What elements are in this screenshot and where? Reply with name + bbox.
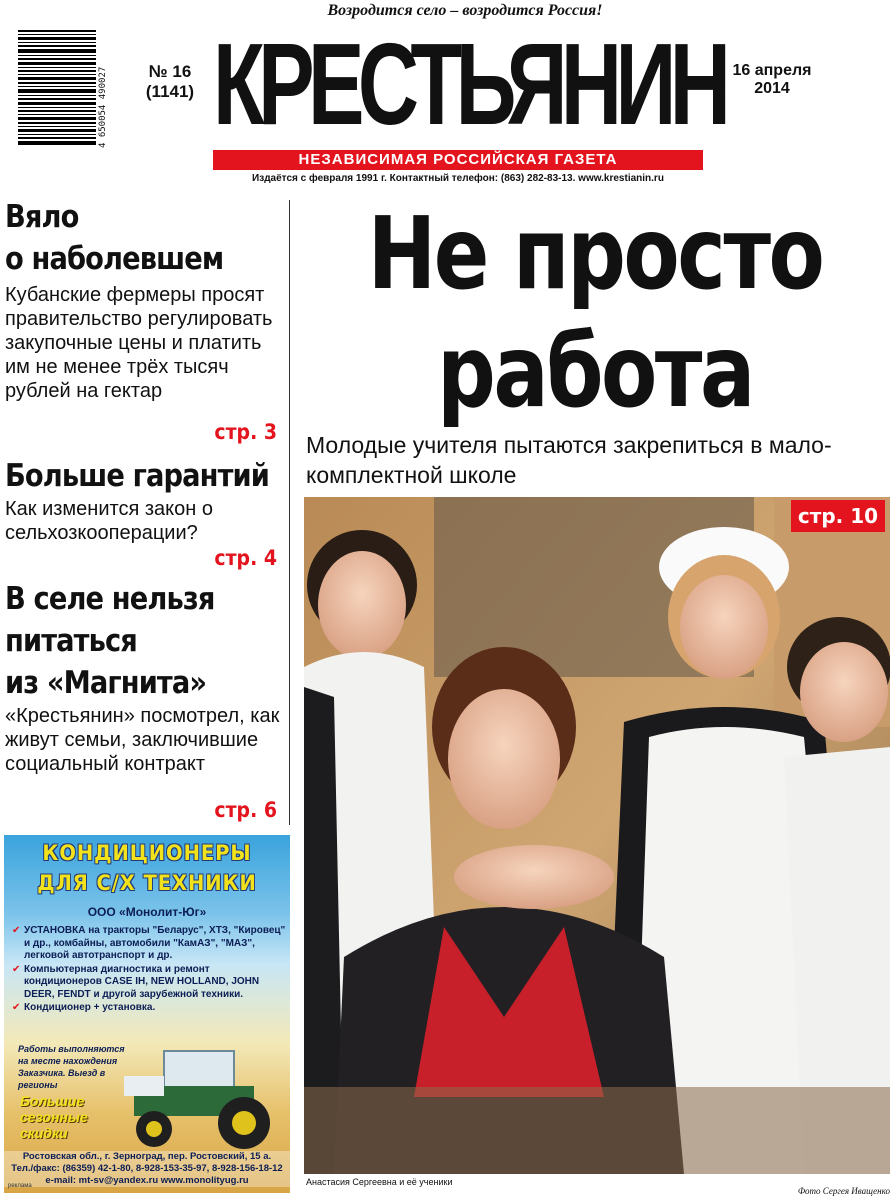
ad-title-line-1: КОНДИЦИОНЕРЫ — [42, 841, 252, 865]
article-2-page-link[interactable]: стр. 4 — [214, 546, 277, 570]
photo-caption: Анастасия Сергеевна и её ученики — [306, 1177, 453, 1187]
barcode — [18, 30, 114, 148]
main-photo-illustration — [304, 497, 890, 1174]
masthead-imprint: Издаётся с февраля 1991 г. Контактный телефон: (863) 282-83-13. www.krestianin.ru — [252, 173, 664, 184]
article-1-headline — [5, 196, 287, 280]
ad-phones: Тел./факс: (86359) 42-1-80, 8-928-153-35-97, 8-928-156-18-12 — [11, 1163, 283, 1174]
issue-date-year: 2014 — [754, 80, 790, 97]
article-3-headline — [5, 578, 287, 704]
main-headline — [353, 195, 837, 431]
main-headline-line: работа — [437, 313, 753, 430]
tractor-icon — [114, 1031, 289, 1151]
article-3-summary: «Крестьянин» посмотрел, как живут семьи, заключившие социальный контракт — [5, 705, 280, 775]
article-2-headline-line: Больше гарантий — [5, 458, 270, 494]
ad-contacts — [4, 1151, 290, 1187]
article-1-summary: Кубанские фермеры просят правительство регулировать закупочные цены и платить им не менее трёх тысяч рублей на гектар — [5, 284, 273, 402]
article-1-page-link[interactable]: стр. 3 — [214, 420, 277, 444]
ad-service-item: ✔ УСТАНОВКА на тракторы "Беларус", ХТЗ, "Кировец" и др., комбайны, автомобили "КамАЗ", "МАЗ", легковой автотранспорт и др. — [12, 925, 287, 963]
article-1-headline-line: о наболевшем — [5, 241, 224, 277]
photo-page-link[interactable]: стр. 10 — [791, 500, 885, 532]
ad-note: Работы выполняются на месте нахождения Заказчика. Выезд в регионы — [18, 1044, 125, 1090]
ad-label: реклама — [8, 1183, 32, 1189]
ad-service-item: ✔ Кондиционер + установка. — [12, 1002, 287, 1015]
issue-date — [722, 62, 822, 98]
issue-number — [140, 62, 200, 102]
ad-address: Ростовская обл., г. Зерноград, пер. Ростовский, 15 а. — [22, 1151, 272, 1162]
barcode-digits: 4 650054 490027 — [98, 66, 108, 148]
article-2-summary: Как изменится закон о сельхозкооперации? — [5, 498, 213, 544]
main-subheadline: Молодые учителя пытаются закрепиться в мало-комплектной школе — [306, 432, 832, 488]
article-3-headline-line: из «Магнита» — [5, 665, 207, 701]
article-2-headline — [5, 455, 287, 497]
masthead-tagline: НЕЗАВИСИМАЯ РОССИЙСКАЯ ГАЗЕТА — [213, 150, 703, 170]
advertisement[interactable] — [4, 835, 290, 1193]
main-photo — [304, 497, 890, 1174]
issue-number-current: № 16 — [148, 62, 192, 81]
masthead-slogan: Возродится село – возродится Россия! — [327, 2, 603, 19]
main-headline-line: Не просто — [367, 195, 823, 312]
article-3-headline-line: питаться — [5, 623, 137, 659]
ad-discount: Большие сезонные скидки — [20, 1093, 88, 1141]
ad-service-item: ✔ Компьютерная диагностика и ремонт кондиционеров CASE IH, NEW HOLLAND, JOHN DEER, FENDT и другой зарубежной техники. — [12, 964, 287, 1002]
ad-email[interactable]: e-mail: mt-sv@yandex.ru www.monolityug.ru — [45, 1175, 249, 1186]
article-1-headline-line: Вяло — [5, 199, 79, 235]
ad-title-line-2: ДЛЯ С/Х ТЕХНИКИ — [37, 871, 257, 895]
issue-date-day: 16 апреля — [732, 62, 812, 79]
article-3-headline-line: В селе нельзя — [5, 581, 215, 617]
article-3-page-link[interactable]: стр. 6 — [214, 798, 277, 822]
newspaper-logo: КРЕСТЬЯНИН — [213, 19, 725, 149]
column-divider — [289, 200, 290, 825]
photo-credit: Фото Сергея Иващенко — [797, 1186, 890, 1196]
issue-number-total: (1141) — [145, 82, 195, 101]
ad-service-list — [12, 925, 287, 1016]
ad-company: ООО «Монолит-Юг» — [87, 905, 207, 919]
